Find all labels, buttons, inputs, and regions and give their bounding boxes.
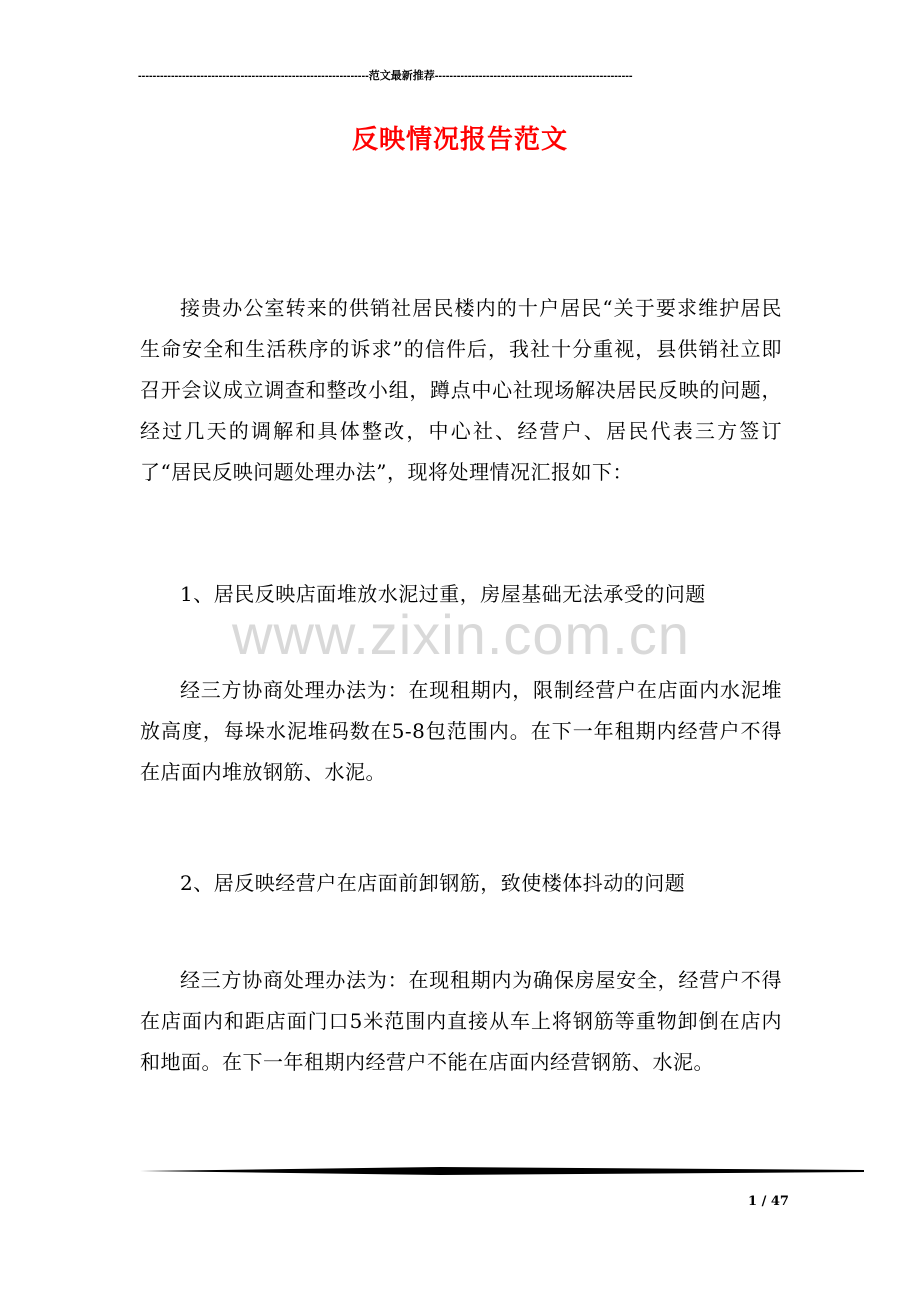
watermark-text: www.zixin.com.cn bbox=[232, 603, 690, 666]
paragraph-intro: 接贵办公室转来的供销社居民楼内的十户居民“关于要求维护居民生命安全和生活秩序的诉求”的信件后，我社十分重视，县供销社立即召开会议成立调查和整改小组，蹲点中心社现场解决居民反映的问题，经过几天的调解和具体整改，中心社、经营户、居民代表三方签订了“居民反映问题处理办法”，现将处理情况汇报如下： bbox=[140, 296, 782, 484]
header-banner: ---------------------------------------------------------------范文最新推荐------------------------------------------------------ bbox=[138, 70, 633, 82]
footer-rule bbox=[140, 1166, 864, 1176]
page-number: 1 / 47 bbox=[748, 1194, 789, 1209]
paragraph-resolution-2: 经三方协商处理办法为：在现租期内为确保房屋安全，经营户不得在店面内和距店面门口5米范围内直接从车上将钢筋等重物卸倒在店内和地面。在下一年租期内经营户不能在店面内经营钢筋、水泥。 bbox=[140, 968, 782, 1074]
paragraph-issue-2: 2、居反映经营户在店面前卸钢筋，致使楼体抖动的问题 bbox=[180, 871, 686, 895]
paragraph-resolution-1: 经三方协商处理办法为：在现租期内，限制经营户在店面内水泥堆放高度，每垛水泥堆码数在5-8包范围内。在下一年租期内经营户不得在店面内堆放钢筋、水泥。 bbox=[140, 678, 782, 784]
document-title: 反映情况报告范文 bbox=[351, 125, 568, 155]
paragraph-issue-1: 1、居民反映店面堆放水泥过重，房屋基础无法承受的问题 bbox=[180, 582, 706, 606]
